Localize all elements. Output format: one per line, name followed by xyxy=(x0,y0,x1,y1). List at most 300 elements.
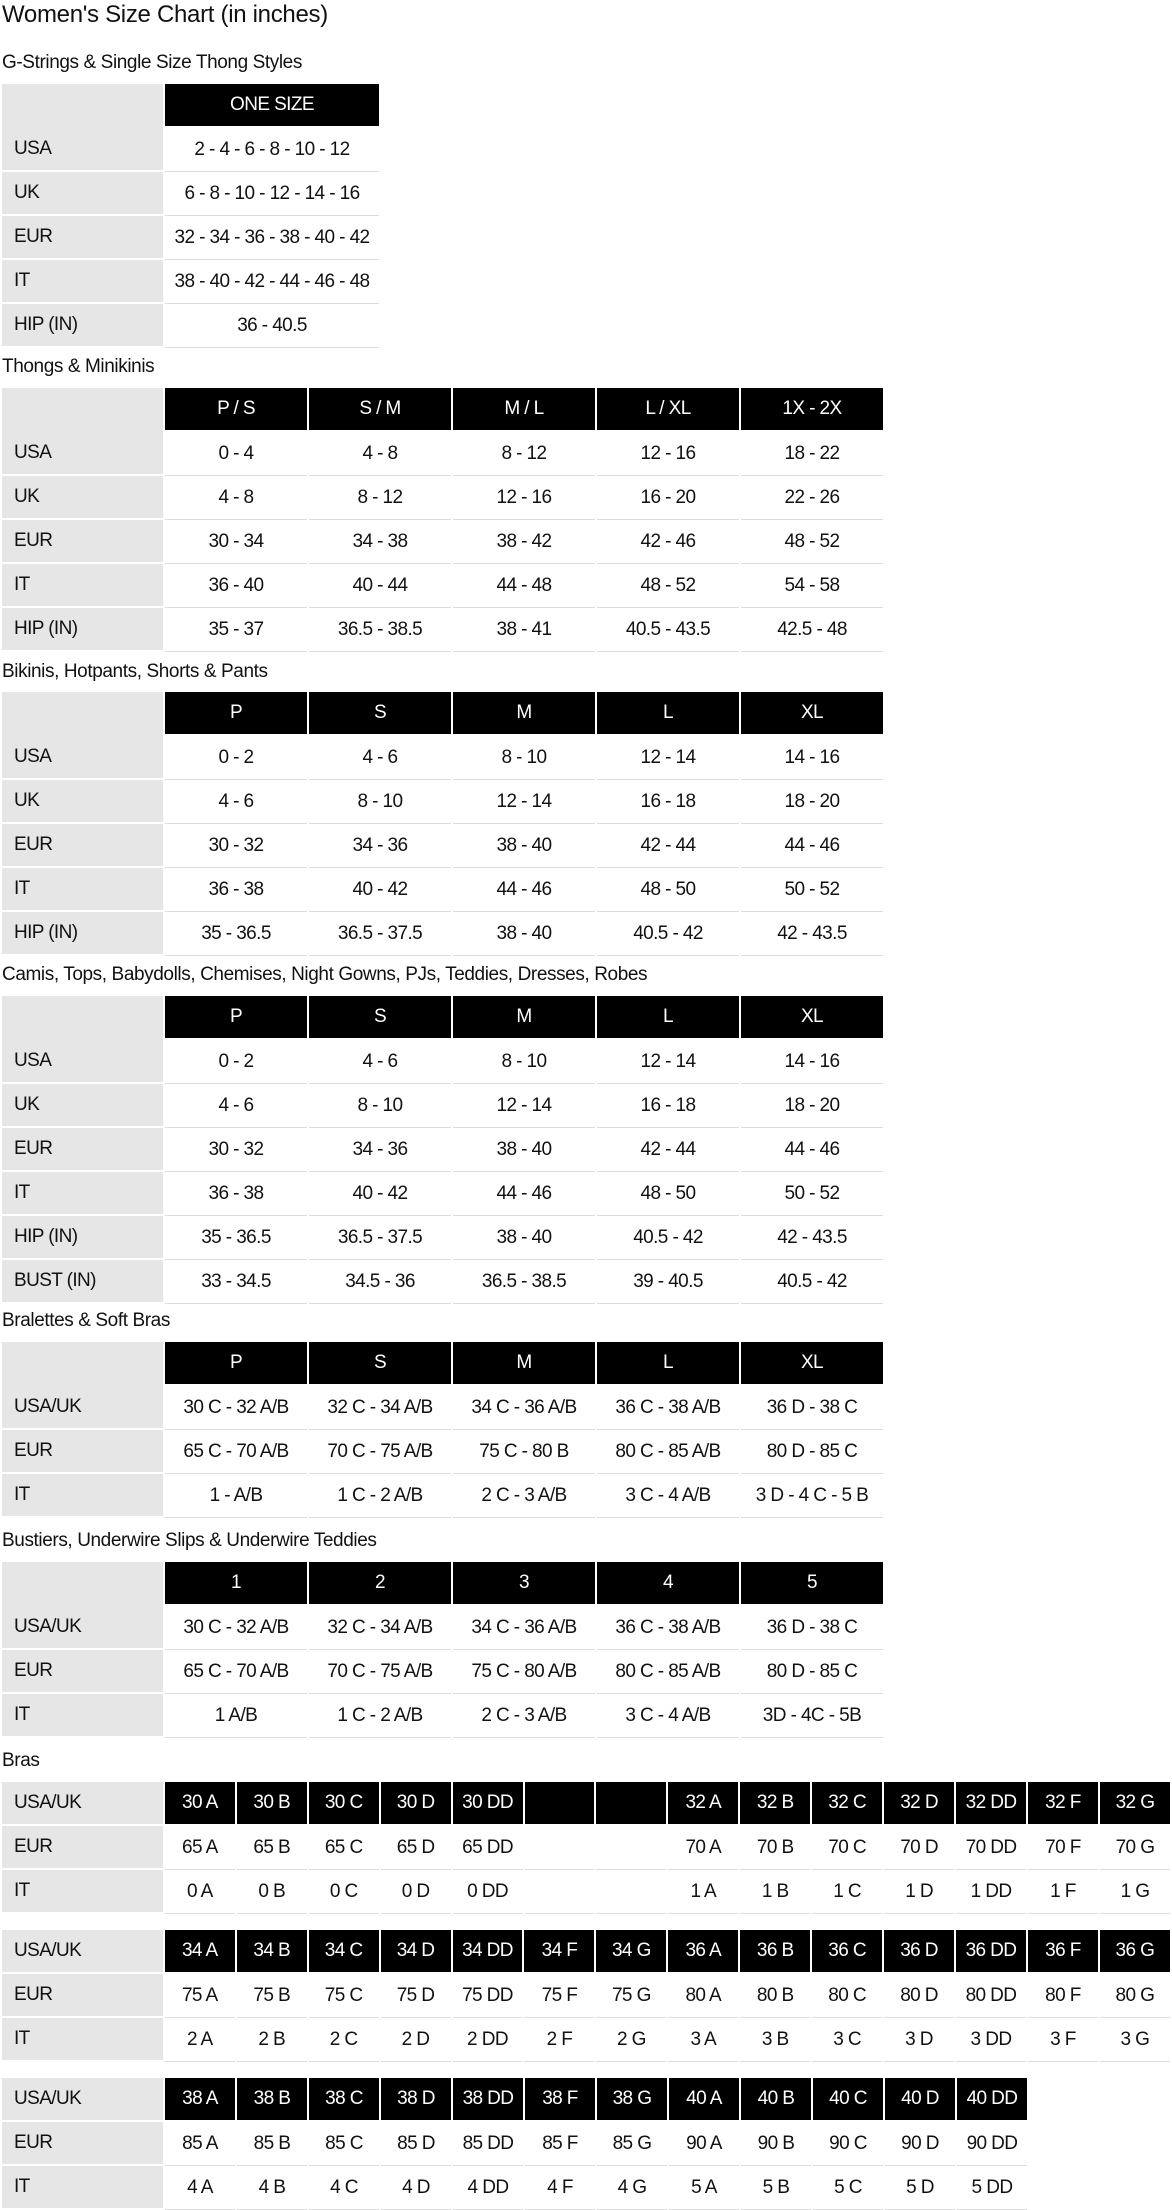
band-cup-header: 34 F xyxy=(524,1930,594,1974)
section-title-bikinis: Bikinis, Hotpants, Shorts & Pants xyxy=(2,661,268,682)
size-value: 12 - 14 xyxy=(597,1040,739,1084)
row-label: USA xyxy=(2,1040,163,1084)
size-value: 44 - 46 xyxy=(453,1172,595,1216)
row-label: EUR xyxy=(2,1128,163,1172)
band-cup-header: 34 A xyxy=(165,1930,235,1974)
size-value: 36.5 - 38.5 xyxy=(453,1260,595,1304)
size-value: 75 G xyxy=(596,1974,666,2018)
band-cup-header: 30 D xyxy=(381,1782,451,1826)
size-value: 0 DD xyxy=(453,1870,523,1914)
size-value: 0 A xyxy=(165,1870,235,1914)
empty-header xyxy=(596,1782,666,1826)
size-value: 30 C - 32 A/B xyxy=(165,1606,307,1650)
size-value: 65 C xyxy=(309,1826,379,1870)
row-label: EUR xyxy=(2,2122,163,2166)
size-value: 2 A xyxy=(165,2018,235,2062)
size-value: 38 - 40 - 42 - 44 - 46 - 48 xyxy=(165,260,379,304)
table-row xyxy=(2,1386,883,1430)
size-value: 85 G xyxy=(597,2122,667,2166)
size-value: 3 A xyxy=(668,2018,738,2062)
size-value: 2 - 4 - 6 - 8 - 10 - 12 xyxy=(165,128,379,172)
table-row xyxy=(2,1826,1170,1870)
size-value: 90 B xyxy=(741,2122,811,2166)
size-value: 12 - 16 xyxy=(597,432,739,476)
size-value: 80 G xyxy=(1100,1974,1170,2018)
band-cup-header: 34 C xyxy=(309,1930,379,1974)
size-value: 18 - 20 xyxy=(741,780,883,824)
size-value: 48 - 50 xyxy=(597,1172,739,1216)
size-table-bikinis xyxy=(0,692,885,956)
size-value: 85 A xyxy=(165,2122,235,2166)
size-value: 1 C - 2 A/B xyxy=(309,1694,451,1738)
row-label: HIP (IN) xyxy=(2,912,163,956)
size-header: L xyxy=(597,1342,739,1386)
size-value: 40.5 - 42 xyxy=(597,912,739,956)
size-value: 6 - 8 - 10 - 12 - 14 - 16 xyxy=(165,172,379,216)
size-value: 32 C - 34 A/B xyxy=(309,1606,451,1650)
size-value: 0 D xyxy=(381,1870,451,1914)
size-value: 80 C - 85 A/B xyxy=(597,1430,739,1474)
section-title-bralettes: Bralettes & Soft Bras xyxy=(2,1310,170,1331)
table-row xyxy=(2,128,379,172)
size-value: 75 B xyxy=(237,1974,307,2018)
size-value: 36 D - 38 C xyxy=(741,1606,883,1650)
band-cup-header: 36 D xyxy=(884,1930,954,1974)
band-cup-header: 30 B xyxy=(237,1782,307,1826)
table-row xyxy=(2,2018,1170,2062)
size-value: 50 - 52 xyxy=(741,868,883,912)
size-value: 1 F xyxy=(1028,1870,1098,1914)
band-cup-header: 38 B xyxy=(237,2078,307,2122)
size-value: 39 - 40.5 xyxy=(597,1260,739,1304)
size-value: 40.5 - 42 xyxy=(741,1260,883,1304)
table-header-row xyxy=(2,1782,1170,1826)
table-row xyxy=(2,1974,1170,2018)
size-value: 70 C - 75 A/B xyxy=(309,1650,451,1694)
size-value: 44 - 48 xyxy=(453,564,595,608)
size-value: 80 A xyxy=(668,1974,738,2018)
bra-size-table-30-32 xyxy=(0,1782,1172,1914)
table-row xyxy=(2,1260,883,1304)
size-value: 40 - 42 xyxy=(309,868,451,912)
size-value: 2 G xyxy=(596,2018,666,2062)
size-value: 14 - 16 xyxy=(741,736,883,780)
size-value: 5 C xyxy=(813,2166,883,2210)
size-table-g-strings xyxy=(0,84,381,348)
row-label: UK xyxy=(2,476,163,520)
size-value: 90 D xyxy=(885,2122,955,2166)
size-header: P xyxy=(165,996,307,1040)
size-value: 30 - 32 xyxy=(165,824,307,868)
size-value: 36 C - 38 A/B xyxy=(597,1386,739,1430)
size-value: 44 - 46 xyxy=(741,1128,883,1172)
row-label: UK xyxy=(2,780,163,824)
row-label: HIP (IN) xyxy=(2,608,163,652)
row-label: IT xyxy=(2,564,163,608)
bra-size-table-38-40 xyxy=(0,2078,1029,2210)
size-value: 3 DD xyxy=(956,2018,1026,2062)
table-row xyxy=(2,1694,883,1738)
row-label: USA/UK xyxy=(2,1930,163,1974)
size-value: 12 - 14 xyxy=(453,780,595,824)
band-cup-header: 36 G xyxy=(1100,1930,1170,1974)
size-value: 40.5 - 43.5 xyxy=(597,608,739,652)
band-cup-header: 40 C xyxy=(813,2078,883,2122)
size-value: 1 A xyxy=(668,1870,738,1914)
size-value: 3 G xyxy=(1100,2018,1170,2062)
band-cup-header: 30 C xyxy=(309,1782,379,1826)
size-value: 16 - 18 xyxy=(597,780,739,824)
size-value: 75 A xyxy=(165,1974,235,2018)
size-header: 5 xyxy=(741,1562,883,1606)
row-label: EUR xyxy=(2,520,163,564)
size-header: M xyxy=(453,1342,595,1386)
size-value: 70 F xyxy=(1028,1826,1098,1870)
size-header: XL xyxy=(741,1342,883,1386)
size-header: XL xyxy=(741,996,883,1040)
size-value: 85 DD xyxy=(453,2122,523,2166)
size-value: 38 - 40 xyxy=(453,1216,595,1260)
size-value: 42 - 46 xyxy=(597,520,739,564)
size-value: 4 A xyxy=(165,2166,235,2210)
row-label: EUR xyxy=(2,1430,163,1474)
size-header: L / XL xyxy=(597,388,739,432)
size-value: 75 C xyxy=(309,1974,379,2018)
size-value: 40.5 - 42 xyxy=(597,1216,739,1260)
size-value: 12 - 14 xyxy=(597,736,739,780)
size-header: 2 xyxy=(309,1562,451,1606)
band-cup-header: 36 B xyxy=(740,1930,810,1974)
size-value: 38 - 41 xyxy=(453,608,595,652)
row-label: USA xyxy=(2,736,163,780)
size-value: 0 - 2 xyxy=(165,736,307,780)
band-cup-header: 32 D xyxy=(884,1782,954,1826)
size-value: 38 - 40 xyxy=(453,1128,595,1172)
size-value: 0 C xyxy=(309,1870,379,1914)
size-header: M xyxy=(453,692,595,736)
size-table-camis xyxy=(0,996,885,1304)
size-value: 48 - 52 xyxy=(741,520,883,564)
size-value: 85 C xyxy=(309,2122,379,2166)
size-header: P xyxy=(165,692,307,736)
table-row xyxy=(2,1430,883,1474)
size-table-thongs xyxy=(0,388,885,652)
size-value: 70 B xyxy=(740,1826,810,1870)
size-value: 4 - 6 xyxy=(309,736,451,780)
size-value: 42 - 44 xyxy=(597,1128,739,1172)
band-cup-header: 32 C xyxy=(812,1782,882,1826)
size-value: 12 - 14 xyxy=(453,1084,595,1128)
size-value: 50 - 52 xyxy=(741,1172,883,1216)
size-value: 70 C - 75 A/B xyxy=(309,1430,451,1474)
size-value: 8 - 12 xyxy=(309,476,451,520)
table-header-row xyxy=(2,1562,883,1606)
table-row xyxy=(2,1870,1170,1914)
size-value: 5 D xyxy=(885,2166,955,2210)
size-value: 54 - 58 xyxy=(741,564,883,608)
row-label: USA/UK xyxy=(2,1386,163,1430)
size-value: 75 DD xyxy=(453,1974,523,2018)
size-value: 30 - 34 xyxy=(165,520,307,564)
size-value: 8 - 10 xyxy=(309,1084,451,1128)
band-cup-header: 34 B xyxy=(237,1930,307,1974)
size-value: 22 - 26 xyxy=(741,476,883,520)
size-value: 70 DD xyxy=(956,1826,1026,1870)
size-value: 4 - 8 xyxy=(309,432,451,476)
row-label: BUST (IN) xyxy=(2,1260,163,1304)
size-value: 4 DD xyxy=(453,2166,523,2210)
band-cup-header: 40 A xyxy=(669,2078,739,2122)
table-header-row xyxy=(2,996,883,1040)
row-label: EUR xyxy=(2,216,163,260)
size-value: 70 C xyxy=(812,1826,882,1870)
size-value: 3 C xyxy=(812,2018,882,2062)
size-header: 1X - 2X xyxy=(741,388,883,432)
table-row xyxy=(2,1606,883,1650)
page-title: Women's Size Chart (in inches) xyxy=(2,1,328,28)
size-value: 36 - 38 xyxy=(165,1172,307,1216)
size-value: 85 F xyxy=(525,2122,595,2166)
size-value: 65 B xyxy=(237,1826,307,1870)
size-value: 36.5 - 38.5 xyxy=(309,608,451,652)
band-cup-header: 34 D xyxy=(381,1930,451,1974)
size-value: 4 F xyxy=(525,2166,595,2210)
table-row xyxy=(2,304,379,348)
size-value: 0 - 4 xyxy=(165,432,307,476)
empty-cell xyxy=(596,1870,666,1914)
size-value: 70 G xyxy=(1100,1826,1170,1870)
band-cup-header: 40 D xyxy=(885,2078,955,2122)
size-value: 2 C - 3 A/B xyxy=(453,1694,595,1738)
size-value: 48 - 52 xyxy=(597,564,739,608)
row-label: IT xyxy=(2,1694,163,1738)
size-value: 36 - 40.5 xyxy=(165,304,379,348)
size-value: 3 F xyxy=(1028,2018,1098,2062)
corner-cell xyxy=(2,388,163,432)
row-label: USA xyxy=(2,128,163,172)
size-header: 4 xyxy=(597,1562,739,1606)
size-value: 4 - 6 xyxy=(165,780,307,824)
size-header: 1 xyxy=(165,1562,307,1606)
size-header: P / S xyxy=(165,388,307,432)
size-value: 5 B xyxy=(741,2166,811,2210)
size-value: 4 D xyxy=(381,2166,451,2210)
size-value: 32 C - 34 A/B xyxy=(309,1386,451,1430)
size-value: 33 - 34.5 xyxy=(165,1260,307,1304)
size-value: 35 - 36.5 xyxy=(165,912,307,956)
table-row xyxy=(2,476,883,520)
size-header: M / L xyxy=(453,388,595,432)
size-table-bralettes xyxy=(0,1342,885,1518)
size-value: 70 D xyxy=(884,1826,954,1870)
table-row xyxy=(2,1172,883,1216)
size-value: 34 - 38 xyxy=(309,520,451,564)
table-row xyxy=(2,1216,883,1260)
size-value: 4 C xyxy=(309,2166,379,2210)
band-cup-header: 32 F xyxy=(1028,1782,1098,1826)
row-label: IT xyxy=(2,2166,163,2210)
size-value: 12 - 16 xyxy=(453,476,595,520)
corner-cell xyxy=(2,692,163,736)
size-value: 34 - 36 xyxy=(309,1128,451,1172)
size-value: 4 G xyxy=(597,2166,667,2210)
size-header: M xyxy=(453,996,595,1040)
row-label: IT xyxy=(2,868,163,912)
size-value: 18 - 20 xyxy=(741,1084,883,1128)
table-header-row xyxy=(2,388,883,432)
size-value: 4 B xyxy=(237,2166,307,2210)
size-value: 80 C - 85 A/B xyxy=(597,1650,739,1694)
row-label: EUR xyxy=(2,1650,163,1694)
size-value: 3 C - 4 A/B xyxy=(597,1474,739,1518)
row-label: USA/UK xyxy=(2,1782,163,1826)
size-value: 44 - 46 xyxy=(741,824,883,868)
table-row xyxy=(2,1040,883,1084)
size-value: 3 B xyxy=(740,2018,810,2062)
size-value: 2 D xyxy=(381,2018,451,2062)
size-value: 48 - 50 xyxy=(597,868,739,912)
size-value: 80 D xyxy=(884,1974,954,2018)
band-cup-header: 40 DD xyxy=(957,2078,1027,2122)
table-row xyxy=(2,2166,1027,2210)
size-value: 34.5 - 36 xyxy=(309,1260,451,1304)
table-header-row xyxy=(2,84,379,128)
row-label: USA/UK xyxy=(2,2078,163,2122)
size-value: 36 - 40 xyxy=(165,564,307,608)
size-header: ONE SIZE xyxy=(165,84,379,128)
band-cup-header: 38 G xyxy=(597,2078,667,2122)
size-value: 30 C - 32 A/B xyxy=(165,1386,307,1430)
size-value: 1 D xyxy=(884,1870,954,1914)
table-row xyxy=(2,260,379,304)
size-value: 75 C - 80 B xyxy=(453,1430,595,1474)
row-label: IT xyxy=(2,1172,163,1216)
table-row xyxy=(2,1084,883,1128)
size-value: 1 DD xyxy=(956,1870,1026,1914)
row-label: IT xyxy=(2,260,163,304)
section-title-thongs: Thongs & Minikinis xyxy=(2,356,155,377)
table-row xyxy=(2,1128,883,1172)
corner-cell xyxy=(2,996,163,1040)
size-value: 80 B xyxy=(740,1974,810,2018)
table-header-row xyxy=(2,1342,883,1386)
size-header: P xyxy=(165,1342,307,1386)
size-value: 65 DD xyxy=(453,1826,523,1870)
size-value: 1 A/B xyxy=(165,1694,307,1738)
size-value: 2 B xyxy=(237,2018,307,2062)
size-value: 5 A xyxy=(669,2166,739,2210)
size-value: 85 B xyxy=(237,2122,307,2166)
size-value: 70 A xyxy=(668,1826,738,1870)
band-cup-header: 32 A xyxy=(668,1782,738,1826)
row-label: IT xyxy=(2,2018,163,2062)
size-value: 35 - 37 xyxy=(165,608,307,652)
size-value: 18 - 22 xyxy=(741,432,883,476)
size-value: 40 - 44 xyxy=(309,564,451,608)
band-cup-header: 32 G xyxy=(1100,1782,1170,1826)
size-value: 75 F xyxy=(524,1974,594,2018)
table-row xyxy=(2,520,883,564)
table-row xyxy=(2,1474,883,1518)
section-title-bras: Bras xyxy=(2,1750,40,1771)
size-table-bustiers xyxy=(0,1562,885,1738)
table-row xyxy=(2,216,379,260)
table-row xyxy=(2,912,883,956)
size-value: 1 - A/B xyxy=(165,1474,307,1518)
size-value: 65 D xyxy=(381,1826,451,1870)
band-cup-header: 38 DD xyxy=(453,2078,523,2122)
size-header: S xyxy=(309,1342,451,1386)
size-value: 35 - 36.5 xyxy=(165,1216,307,1260)
table-header-row xyxy=(2,2078,1027,2122)
size-value: 8 - 10 xyxy=(309,780,451,824)
size-value: 16 - 18 xyxy=(597,1084,739,1128)
size-value: 80 D - 85 C xyxy=(741,1650,883,1694)
size-value: 5 DD xyxy=(957,2166,1027,2210)
size-value: 65 A xyxy=(165,1826,235,1870)
section-title-bustiers: Bustiers, Underwire Slips & Underwire Teddies xyxy=(2,1530,377,1551)
band-cup-header: 30 A xyxy=(165,1782,235,1826)
size-value: 40 - 42 xyxy=(309,1172,451,1216)
size-header: S xyxy=(309,692,451,736)
size-value: 38 - 40 xyxy=(453,824,595,868)
table-row xyxy=(2,432,883,476)
row-label: UK xyxy=(2,172,163,216)
band-cup-header: 32 B xyxy=(740,1782,810,1826)
empty-cell xyxy=(596,1826,666,1870)
table-row xyxy=(2,2122,1027,2166)
size-value: 2 F xyxy=(524,2018,594,2062)
size-value: 16 - 20 xyxy=(597,476,739,520)
table-header-row xyxy=(2,1930,1170,1974)
band-cup-header: 30 DD xyxy=(453,1782,523,1826)
size-value: 36 C - 38 A/B xyxy=(597,1606,739,1650)
size-value: 44 - 46 xyxy=(453,868,595,912)
size-value: 34 C - 36 A/B xyxy=(453,1606,595,1650)
size-value: 36 - 38 xyxy=(165,868,307,912)
size-value: 14 - 16 xyxy=(741,1040,883,1084)
size-header: XL xyxy=(741,692,883,736)
size-value: 80 C xyxy=(812,1974,882,2018)
row-label: IT xyxy=(2,1474,163,1518)
size-value: 42.5 - 48 xyxy=(741,608,883,652)
size-value: 42 - 43.5 xyxy=(741,912,883,956)
table-row xyxy=(2,824,883,868)
size-value: 4 - 8 xyxy=(165,476,307,520)
table-row xyxy=(2,736,883,780)
section-title-g-strings: G-Strings & Single Size Thong Styles xyxy=(2,52,302,73)
size-value: 4 - 6 xyxy=(165,1084,307,1128)
bra-size-table-34-36 xyxy=(0,1930,1172,2062)
size-value: 80 DD xyxy=(956,1974,1026,2018)
size-value: 36.5 - 37.5 xyxy=(309,1216,451,1260)
size-value: 0 - 2 xyxy=(165,1040,307,1084)
table-row xyxy=(2,172,379,216)
band-cup-header: 36 A xyxy=(668,1930,738,1974)
row-label: EUR xyxy=(2,1974,163,2018)
empty-header xyxy=(525,1782,595,1826)
size-value: 2 C - 3 A/B xyxy=(453,1474,595,1518)
size-header: S xyxy=(309,996,451,1040)
row-label: USA/UK xyxy=(2,1606,163,1650)
size-value: 65 C - 70 A/B xyxy=(165,1650,307,1694)
table-row xyxy=(2,608,883,652)
size-value: 34 - 36 xyxy=(309,824,451,868)
size-value: 80 F xyxy=(1028,1974,1098,2018)
row-label: HIP (IN) xyxy=(2,304,163,348)
row-label: EUR xyxy=(2,824,163,868)
band-cup-header: 38 C xyxy=(309,2078,379,2122)
